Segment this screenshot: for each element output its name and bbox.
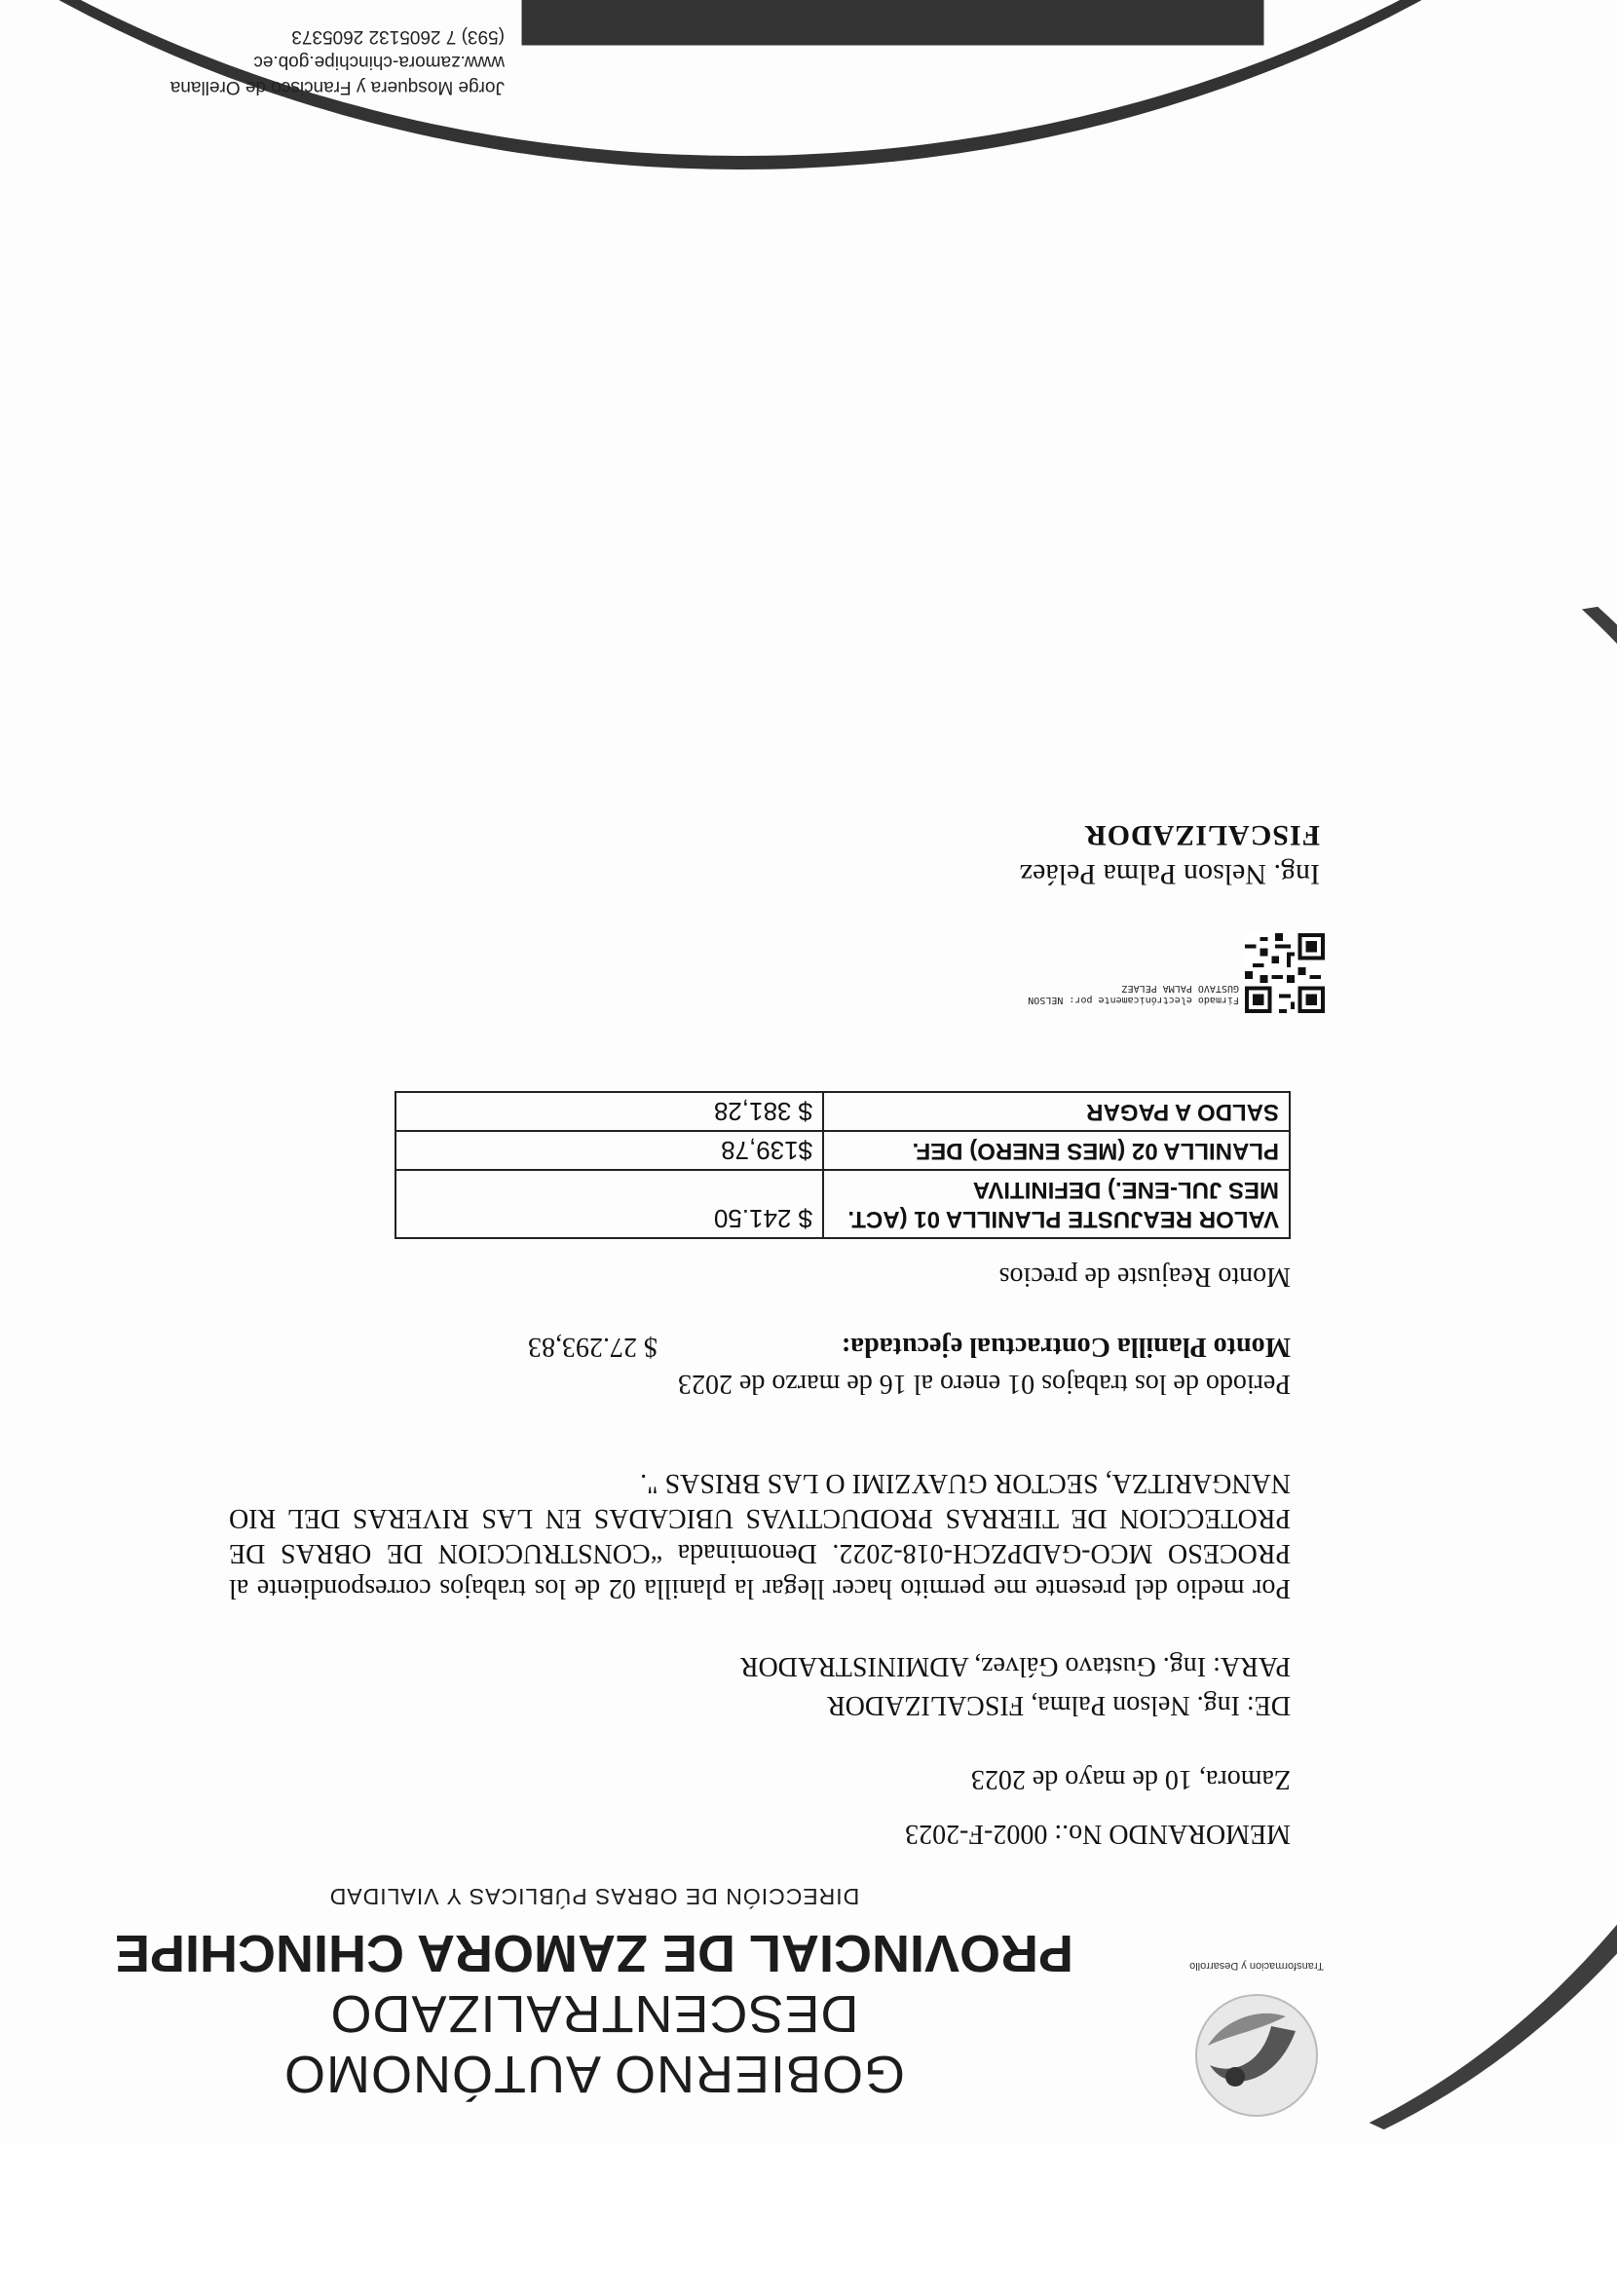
header-line-2: PROVINCIAL DE ZAMORA CHINCHIPE xyxy=(114,1924,1074,1982)
table-cell-label: PLANILLA 02 (MES ENERO) DEF. xyxy=(823,1131,1290,1170)
footer-contact xyxy=(170,23,505,99)
qr-signature-caption: Firmado electrónicamente por: NELSON GUSTAVO PALMA PELAEZ xyxy=(1028,983,1239,1005)
monto-planilla xyxy=(229,1329,1291,1364)
memo-number: MEMORANDO No.: 0002-F-2023 xyxy=(905,1819,1291,1849)
memo-to: PARA: Ing. Gustavo Gálvez, ADMINISTRADOR xyxy=(739,1651,1291,1681)
table-cell-value: $ 381,28 xyxy=(395,1092,823,1131)
memo-intro-paragraph: Por medio del presente me permito hacer llegar la planilla 02 de los trabajos correspondiente al PROCESO MCO-GADPZCH-018-2022. Denominada “CONSTRUCCION DE OBRAS DE PROTECCION DE TIERRAS PRODUCTIVAS UBICADAS EN LAS RIVERAS DEL RIO NANGARITZA, SECTOR GUAYZIMI O LAS BRISAS ". xyxy=(229,1468,1291,1603)
monto-planilla-value: $ 27.293,83 xyxy=(528,1332,658,1362)
memo-from: DE: Ing. Nelson Palma, FISCALIZADOR xyxy=(827,1690,1291,1720)
signer-name: Ing. Nelson Palma Peláez xyxy=(1019,858,1320,890)
header-line-1: GOBIERNO AUTÓNOMO DESCENTRALIZADO xyxy=(282,1984,906,2103)
institution-header xyxy=(78,1883,1110,2104)
gad-logo-icon xyxy=(1188,1987,1325,2124)
reajuste-table xyxy=(395,1091,1291,1239)
monto-planilla-label: Monto Planilla Contractual ejecutada: xyxy=(841,1332,1291,1362)
reajuste-label: Monto Reajuste de precios xyxy=(998,1261,1291,1292)
header-department: DIRECCIÓN DE OBRAS PÚBLICAS Y VIALIDAD xyxy=(328,1884,860,1909)
table-cell-label: VALOR REAJUSTE PLANILLA 01 (ACT. MES JUL-ENE.) DEFINITIVA xyxy=(823,1170,1290,1238)
footer-web: www.zamora-chinchipe.gob.ec xyxy=(253,52,505,72)
logo-caption: Transformacion y Desarrollo xyxy=(1189,1960,1324,1972)
work-period: Periodo de los trabajos 01 enero al 16 de marzo de 2023 xyxy=(677,1369,1291,1399)
table-cell-value: $139,78 xyxy=(395,1131,823,1170)
qr-code-icon xyxy=(1245,933,1325,1013)
signer-role: FISCALIZADOR xyxy=(1083,819,1320,851)
table-row xyxy=(395,1092,1290,1131)
footer-phone: (593) 7 2605132 2605373 xyxy=(291,26,505,47)
table-cell-label: SALDO A PAGAR xyxy=(823,1092,1290,1131)
table-cell-value: $ 241.50 xyxy=(395,1170,823,1238)
footer-address: Jorge Mosquera y Francisco de Orellana xyxy=(169,77,505,97)
table-row xyxy=(395,1170,1290,1238)
table-row xyxy=(395,1131,1290,1170)
memo-date: Zamora, 10 de mayo de 2023 xyxy=(970,1764,1291,1794)
